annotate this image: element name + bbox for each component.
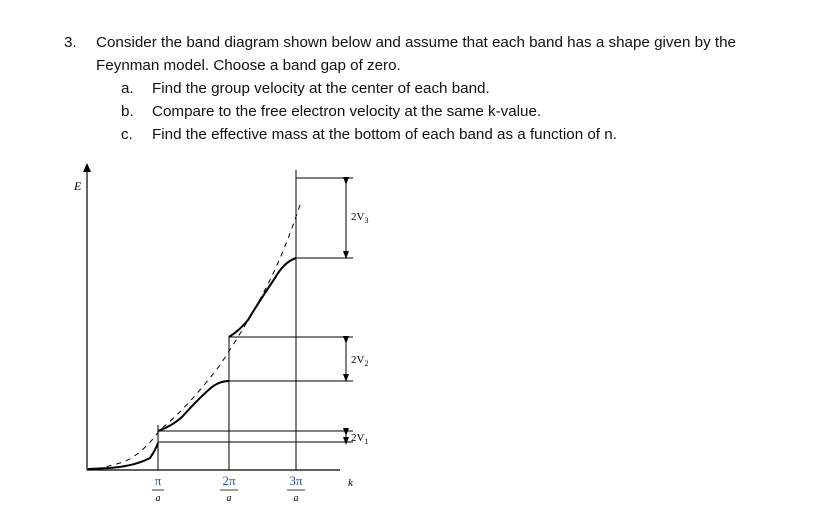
question-number: 3.: [64, 34, 77, 51]
gap-label-2: $2V_2$: [351, 354, 369, 368]
band-2-curve: [158, 381, 229, 431]
band-1-curve: [88, 443, 158, 469]
subpart-letter: c.: [121, 126, 133, 143]
energy-axis-label: E: [74, 179, 82, 193]
tick-label-1: [152, 473, 164, 504]
subpart-text: Compare to the free electron velocity at the same k-value.: [152, 103, 542, 120]
band-diagram: [60, 160, 400, 505]
tick-numerator: 2π: [222, 473, 236, 488]
tick-label-2: [220, 473, 238, 504]
tick-label-3: [287, 473, 305, 504]
energy-axis-arrowhead: [83, 163, 91, 172]
tick-numerator: 3π: [289, 473, 303, 488]
tick-denominator: a: [155, 493, 161, 504]
tick-numerator: π: [154, 473, 162, 488]
gap-label-1: $2V_1$: [351, 432, 369, 446]
subpart-text: Find the group velocity at the center of each band.: [152, 80, 490, 97]
tick-denominator: a: [293, 493, 299, 504]
question-text: Consider the band diagram shown below and assume that each band has a shape given by the Feynman model. Choose a band gap of zero.: [96, 34, 736, 74]
subpart-letter: a.: [121, 80, 134, 97]
subpart-letter: b.: [121, 103, 134, 120]
gap-label-3: $2V_3$: [351, 211, 369, 225]
tick-denominator: a: [226, 493, 232, 504]
subpart-text: Find the effective mass at the bottom of each band as a function of n.: [152, 126, 617, 143]
band-3-curve: [229, 258, 296, 337]
k-axis-label: k: [348, 477, 353, 489]
